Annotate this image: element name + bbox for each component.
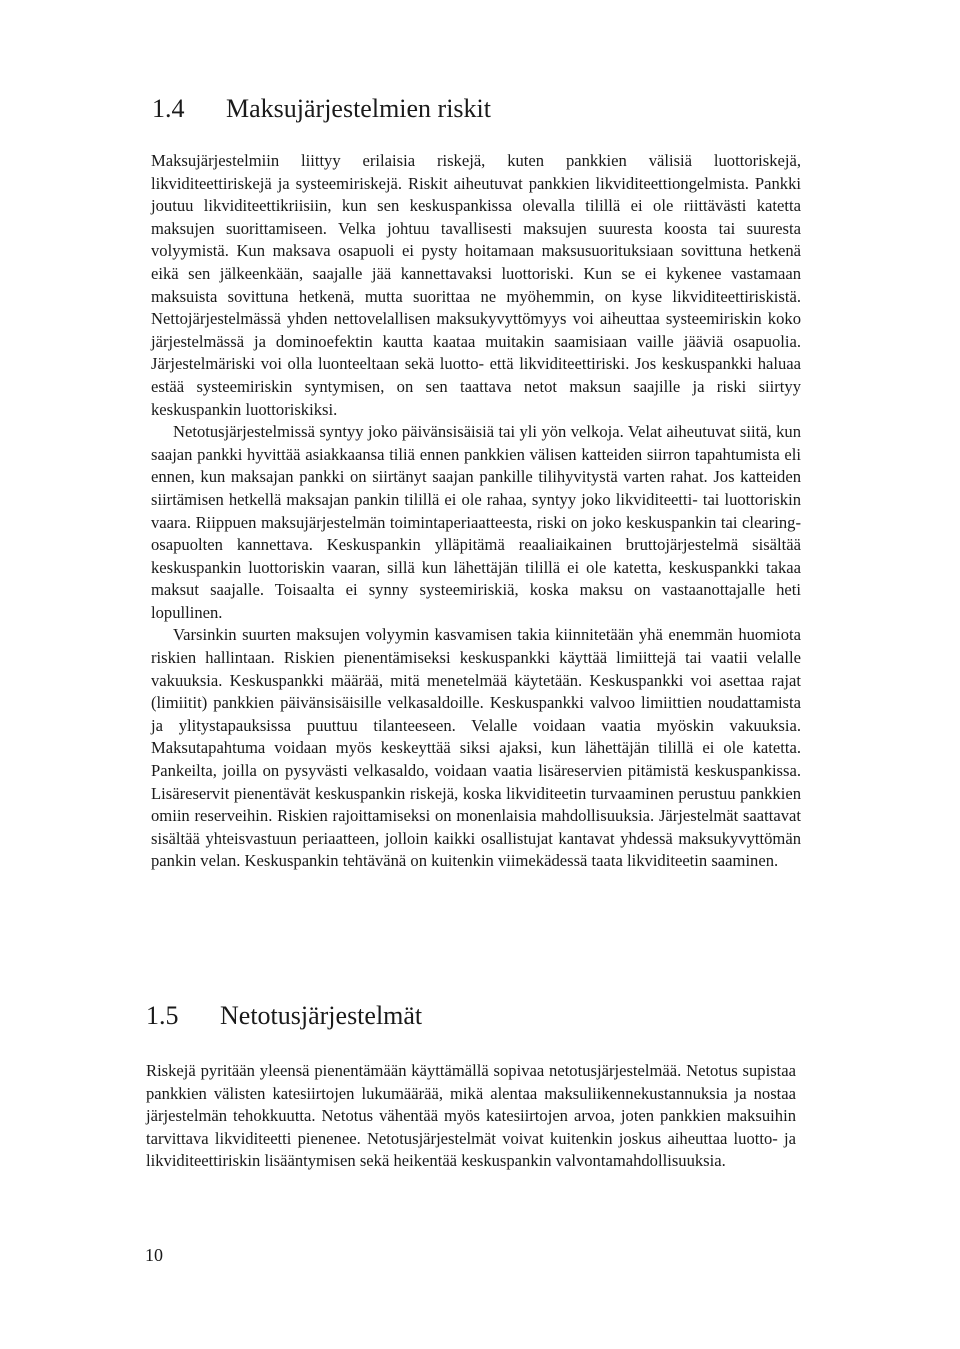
paragraph: Netotusjärjestelmissä syntyy joko päivänsisäisiä tai yli yön velkoja. Velat aiheutuvat siitä, kun saajan pankki hyvittää asiakkaansa tiliä ennen pankkien välisen katteiden siirron tapahtumista eli ennen, kun maksajan pankki on siirtänyt saajan pankille tilihyvitystä varten rahat. Jos katteiden siirtämisen hetkellä maksajan pankin tilillä ei ole rahaa, syntyy joko likviditeetti- tai luottoriskin vaara. Riippuen maksujärjestelmän toimintaperiaatteesta, riski on joko keskuspankin tai clearing-osapuolten kannettava. Keskuspankin ylläpitämä reaaliaikainen bruttojärjestelmä sisältää keskuspankin luottoriskin vaaran, sillä kun lähettäjän tilillä ei ole katetta, keskuspankki takaa maksut saajalle. Toisaalta ei synny systeemiriskiä, koska maksu on vastaanottajalle heti lopullinen.: [151, 422, 801, 622]
section-number: 1.4: [152, 94, 185, 123]
paragraph: Riskejä pyritään yleensä pienentämään käyttämällä sopivaa netotusjärjestelmää. Netotus supistaa pankkien välisten katesiirtojen lukumäärää, mikä alentaa maksuliikennekustannuksia ja nostaa järjestelmän tehokkuutta. Netotus vähentää myös katesiirtojen arvoa, joten pankkien maksuihin tarvittava likviditeetti pienenee. Netotusjärjestelmät voivat kuitenkin joskus aiheuttaa luotto- ja likviditeettiriskin lisääntymisen sekä heikentää keskuspankin valvontamahdollisuuksia.: [146, 1061, 796, 1171]
section-title: Maksujärjestelmien riskit: [226, 94, 492, 123]
section-title: Netotusjärjestelmät: [220, 1001, 423, 1030]
section-number: 1.5: [146, 1001, 179, 1030]
paragraph: Varsinkin suurten maksujen volyymin kasvamisen takia kiinnitetään yhä enemmän huomiota riskien hallintaan. Riskien pienentämiseksi keskuspankki käyttää limiittejä tai vaatii velalle vakuuksia. Keskuspankki määrää, mitä menetelmää käytetään. Keskuspankki voi asettaa rajat (limiitit) pankkien päivänsisäisille velkasaldoille. Keskuspankki valvoo limiittien noudattamista ja ylitystapauksissa puuttuu tilanteeseen. Velalle voidaan vaatia myöskin vakuuksia. Maksutapahtuma voidaan myös keskeyttää siksi ajaksi, kun lähettäjän tilillä ei ole katetta. Pankeilta, joilla on pysyvästi velkasaldo, voidaan vaatia lisäreservien pitämistä keskuspankissa. Lisäreservit pienentävät keskuspankin riskejä, koska likviditeetin turvaaminen perustuu pankkien omiin reserveihin. Riskien rajoittamiseksi on monenlaisia mahdollisuuksia. Järjestelmät saattavat sisältää yhteisvastuun periaatteen, jolloin kaikki osallistujat kantavat yhdessä maksukyvyttömän pankin velan. Keskuspankin tehtävänä on kuitenkin viimekädessä taata likviditeetin saaminen.: [151, 625, 801, 871]
paragraph: Maksujärjestelmiin liittyy erilaisia riskejä, kuten pankkien välisiä luottoriskejä, likviditeettiriskejä ja systeemiriskejä. Riskit aiheutuvat pankkien likviditeettiongelmista. Pankki joutuu likviditeettikriisiin, kun sen keskuspankissa olevalla tilillä ei ole riittävästi katetta maksujen suorittamiseen. Velka johtuu tavallisesti maksujen suuresta koosta tai suuresta volyymistä. Kun maksava osapuoli ei pysty hoitamaan maksusuorituksiaan sovittuna hetkenä eikä sen jälkeenkään, saajalle jää kannettavaksi luottoriski. Kun se ei kykenee vastamaan maksuista sovittuna hetkenä, mutta suorittaa ne myöhemmin, on kyse likviditeettiriskistä. Nettojärjestelmässä yhden nettovelallisen maksukyvyttömyys voi aiheuttaa systeemiriskin koko järjestelmässä ja dominoefektin kautta kaataa muitakin saamisiaan vaille jääviä osapuolia. Järjestelmäriski voi olla luonteeltaan sekä luotto- että likviditeettiriski. Jos keskuspankki haluaa estää systeemiriskin syntymisen, on sen taattava netot maksun saajille ja riski siirtyy keskuspankin luottoriskiksi.: [151, 151, 801, 419]
section-body-1-4: [151, 150, 801, 873]
page-number: 10: [145, 1245, 163, 1265]
section-heading-1-5: [146, 1000, 422, 1032]
section-heading-1-4: [152, 93, 491, 125]
section-body-1-5: [146, 1060, 796, 1173]
